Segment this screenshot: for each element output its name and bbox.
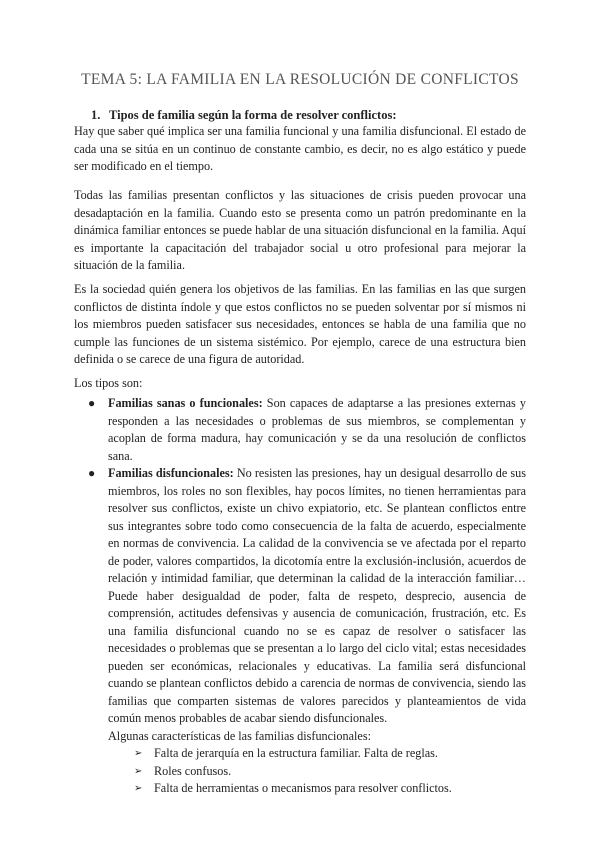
list-item-functional-families — [74, 395, 526, 465]
arrow-bullet-icon: ➢ — [134, 783, 143, 794]
dysfunctional-families-text: No resisten las presiones, hay un desigual desarrollo de sus miembros, los roles no son flexibles, hay pocos límites, no tienen herramientas para resolver sus conflictos, existe un chivo expiatorio, etc. Se plantean conflictos entre sus integrantes sobre todo como consecuencia de la falta de acuerdo, especialmente en normas de convivencia. La calidad de la convivencia se ve afectada por el reparto de poder, valores compartidos, la dicotomía entre la exclusión-inclusión, acuerdos de relación y intimidad familiar, que determinan la calidad de la interacción familiar… Puede haber desigualdad de poder, falta de respeto, desprecio, ausencia de comprensión, actitudes defensivas y ausencia de comunicación, frustración, etc. Es una familia disfuncional cuando no se es capaz de resolver o satisfacer las necesidades o problemas que se presentan a lo largo del ciclo vital; estas necesidades pueden ser económicas, relacionales y educativas. La familia será disfuncional cuando se plantean conflictos debido a carencia de normas de convivencia, siendo las familias que comparten sistemas de valores parecidos y planteamientos de vida común menos probables de acabar siendo disfuncionales. — [108, 466, 526, 725]
section-heading — [91, 108, 396, 123]
paragraph-conflicts: Todas las familias presentan conflictos y las situaciones de crisis pueden provocar una desadaptación en la familia. Cuando esto se presenta como un patrón predominante en la dinámica familiar entonces se puede hablar de una situación disfuncional en la familia. Aquí es importante la capacitación del trabajador social u otro profesional para mejorar la situación de la familia. — [74, 188, 526, 272]
bullet-icon: ● — [88, 396, 96, 410]
list-item-dysfunctional-families — [74, 465, 526, 798]
characteristics-list — [108, 745, 526, 798]
characteristic-text: Falta de herramientas o mecanismos para resolver conflictos. — [154, 781, 452, 795]
characteristic-text: Roles confusos. — [154, 763, 232, 778]
arrow-bullet-icon: ➢ — [134, 748, 143, 759]
list-item — [134, 780, 526, 798]
document-title: TEMA 5: LA FAMILIA EN LA RESOLUCIÓN DE CONFLICTOS — [81, 71, 519, 88]
arrow-bullet-icon: ➢ — [134, 765, 143, 777]
functional-families-text: Son capaces de adaptarse a las presiones externas y responden a las necesidades o problemas de sus miembros, se complementan y acoplan de forma madura, hay comunicación y se da una resolución de conflictos sana. — [108, 396, 526, 463]
list-item — [134, 763, 526, 781]
dysfunctional-families-term: Familias disfuncionales: — [108, 466, 234, 480]
paragraph-intro: Hay que saber qué implica ser una familia funcional y una familia disfuncional. El estado de cada una se sitúa en un continuo de constante cambio, es decir, no es algo estático y puede ser modificado en el tiempo. — [74, 124, 526, 173]
characteristics-intro: Algunas características de las familias disfuncionales: — [108, 728, 371, 743]
characteristic-text: Falta de jerarquía en la estructura familiar. Falta de reglas. — [154, 746, 438, 760]
paragraph-society: Es la sociedad quién genera los objetivos de las familias. En las familias en las que surgen conflictos de distinta índole y que estos conflictos no se pueden solventar por sí mismos ni los miembros pueden satisfacer sus necesidades, entonces se habla de una familia que no cumple las funciones de un sistema sistémico. Por ejemplo, carece de una estructura bien definida o se carece de una figura de autoridad. — [74, 282, 526, 366]
section-heading-text: Tipos de familia según la forma de resolver conflictos: — [109, 108, 397, 122]
functional-families-term: Familias sanas o funcionales: — [108, 396, 263, 410]
section-number: 1. — [91, 108, 101, 122]
bullet-icon: ● — [88, 466, 96, 480]
paragraph-types-intro: Los tipos son: — [74, 376, 143, 390]
list-item — [134, 745, 526, 763]
family-types-list — [74, 395, 526, 798]
